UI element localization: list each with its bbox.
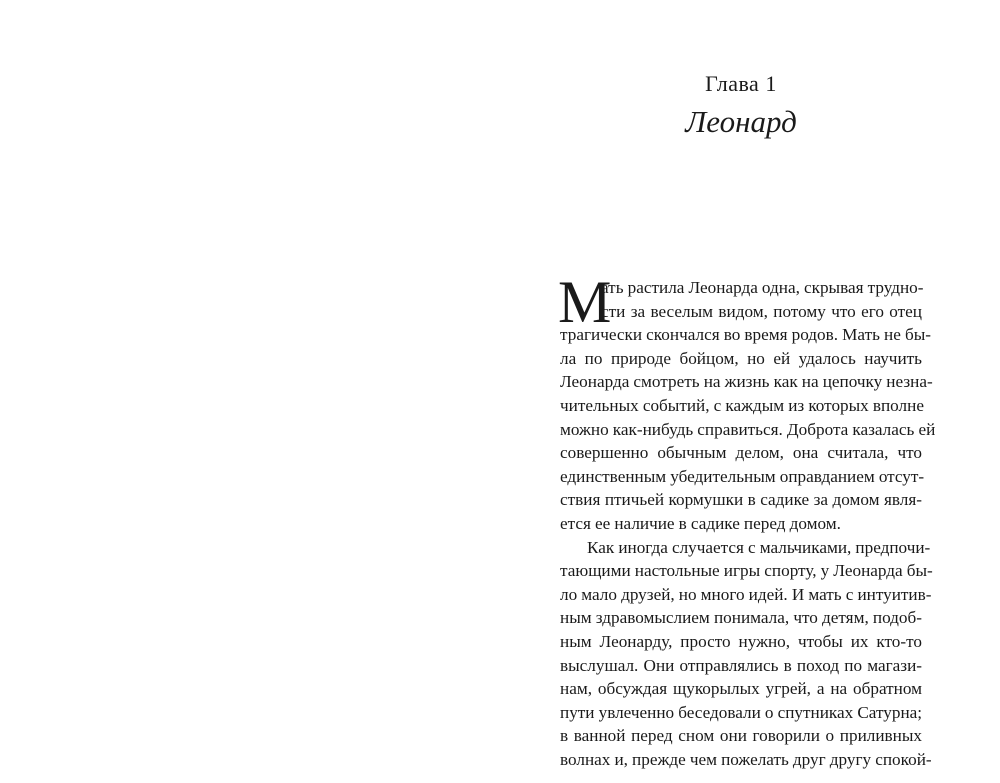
right-page [558,0,936,783]
text-line: ать растила Леонарда одна, скрывая трудно- [601,278,924,297]
text-line: выслушал. Они отправлялись в поход по магази- [560,655,922,675]
text-line: сти за веселым видом, потому что его отец [601,301,922,321]
text-line: ла по природе бойцом, но ей удалось научить [560,348,922,368]
chapter-number: Глава 1 [705,71,777,96]
chapter-body [558,269,936,771]
text-line: волнах и, прежде чем пожелать друг другу спокой- [560,749,932,769]
chapter-title: Леонард [685,104,797,139]
text-line: тающими настольные игры спорту, у Леонарда бы- [560,561,933,581]
text-line: можно как-нибудь справиться. Доброта казалась ей [560,419,936,439]
text-line: ным здравомыслием понимала, что детям, подоб- [560,608,922,628]
text-line: пути увлеченно беседовали о спутниках Сатурна; [560,702,923,722]
text-line: в ванной перед сном они говорили о приливных [560,726,922,746]
text-line: чительных событий, с каждым из которых вполне [560,395,924,415]
text-line: единственным убедительным оправданием отсут- [560,466,925,486]
text-line: совершенно обычным делом, она считала, что [560,443,922,463]
text-line: ствия птичьей кормушки в садике за домом явля- [560,490,922,510]
text-line: нам, обсуждая щукорылых угрей, а на обратном [560,679,922,699]
text-line: Как иногда случается с мальчиками, предпочи- [587,537,931,557]
drop-cap: М [558,269,612,335]
text-line: ным Леонарду, просто нужно, чтобы их кто-то [560,631,922,651]
text-line: ется ее наличие в садике перед домом. [560,513,841,533]
text-line: ло мало друзей, но много идей. И мать с интуитив- [560,584,932,604]
text-line: Леонарда смотреть на жизнь как на цепочку незна- [560,372,933,392]
text-line: трагически скончался во время родов. Мать не бы- [560,325,931,345]
